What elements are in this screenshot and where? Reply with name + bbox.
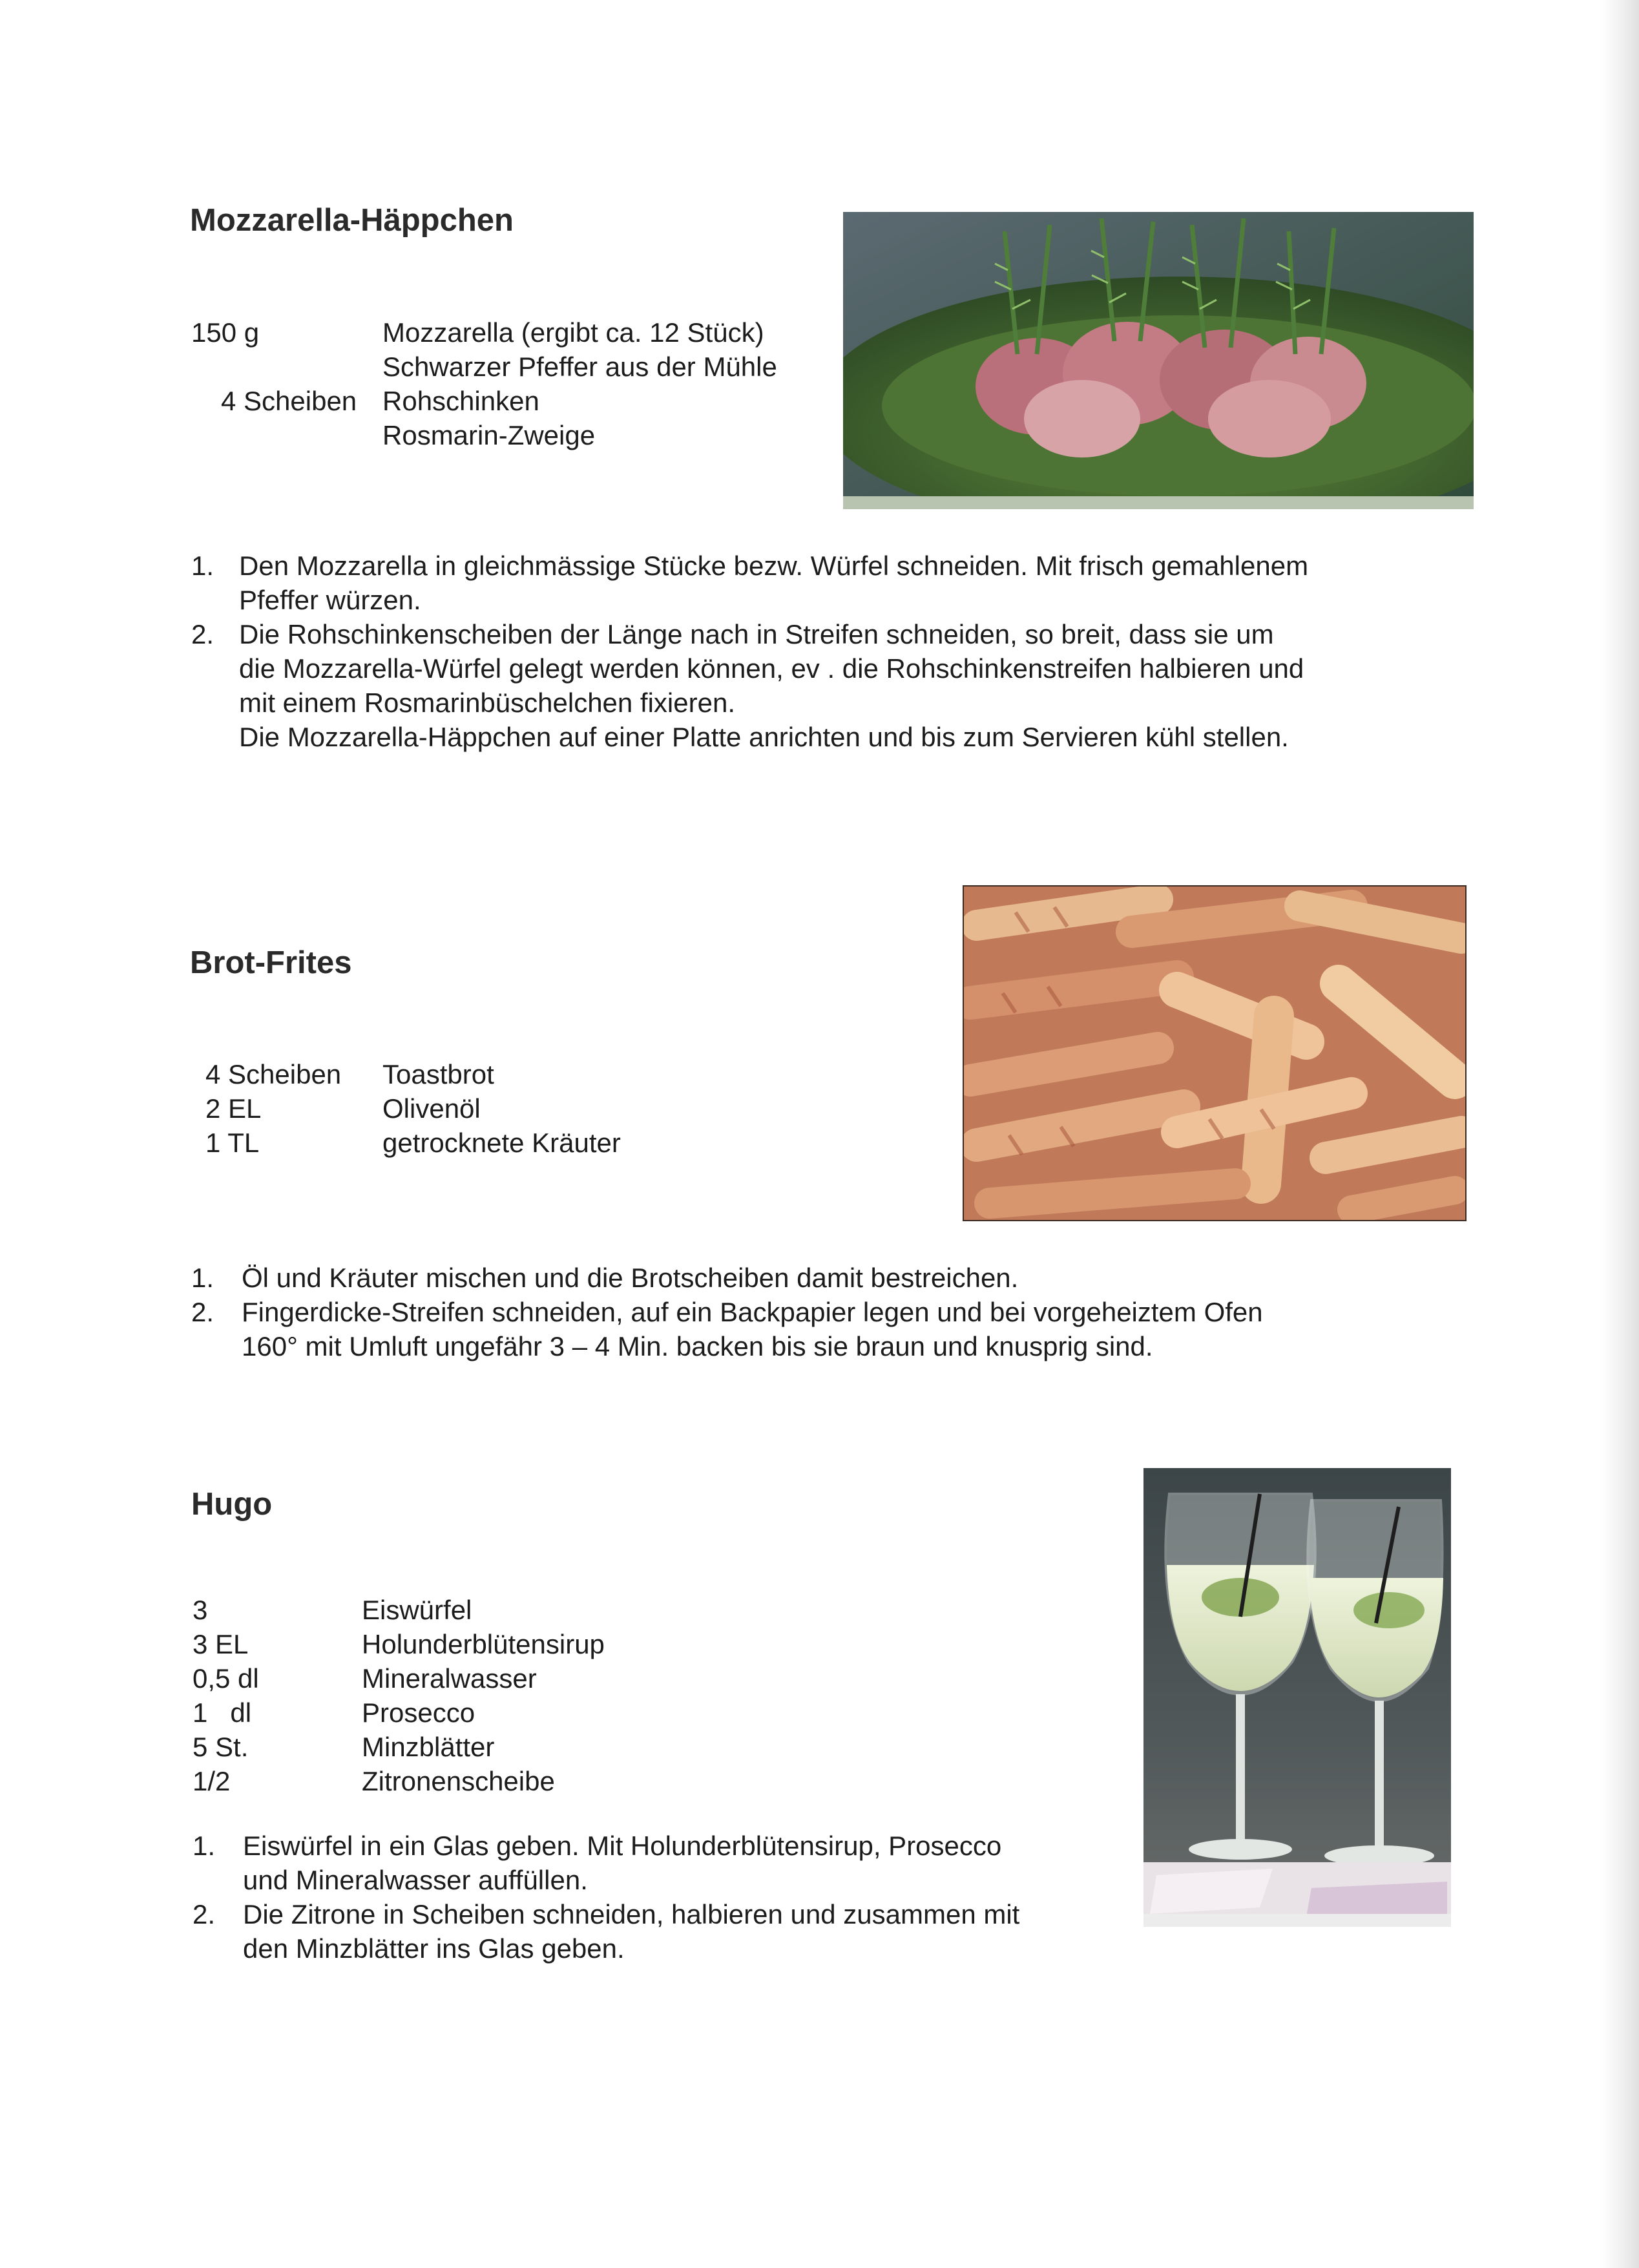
- step-text-line: den Minzblätter ins Glas geben.: [243, 1933, 625, 1964]
- bread-fries-photo: [963, 885, 1467, 1221]
- step-text-line: und Mineralwasser auffüllen.: [243, 1865, 588, 1895]
- ingredient-item: Mozzarella (ergibt ca. 12 Stück): [382, 317, 764, 348]
- ingredient-qty: 150 g: [191, 317, 260, 348]
- ingredient-qty: 0,5 dl: [193, 1663, 259, 1694]
- ingredient-qty: 5 St.: [193, 1732, 249, 1762]
- ingredient-item: Rosmarin-Zweige: [382, 420, 596, 450]
- step-text-line: Die Mozzarella-Häppchen auf einer Platte anrichten und bis zum Servieren kühl stellen.: [239, 722, 1289, 752]
- ingredient-qty: 4 Scheiben: [221, 386, 357, 416]
- ingredient-item: Mineralwasser: [362, 1663, 537, 1694]
- ingredient-item: Schwarzer Pfeffer aus der Mühle: [382, 352, 777, 382]
- step-number: 1.: [191, 551, 214, 581]
- step-text-line: Den Mozzarella in gleichmässige Stücke bezw. Würfel schneiden. Mit frisch gemahlenem: [239, 551, 1309, 581]
- step-text-line: mit einem Rosmarinbüschelchen fixieren.: [239, 688, 735, 718]
- recipe-title-brot-frites: Brot-Frites: [190, 945, 352, 980]
- step-number: 2.: [191, 1297, 214, 1327]
- ingredient-item: Olivenöl: [382, 1093, 481, 1124]
- step-text-line: Eiswürfel in ein Glas geben. Mit Holunderblütensirup, Prosecco: [243, 1831, 1002, 1861]
- step-number: 2.: [193, 1899, 216, 1929]
- ingredient-qty: 4 Scheiben: [205, 1059, 342, 1089]
- ingredient-item: Toastbrot: [382, 1059, 494, 1089]
- scan-edge-shadow: [1600, 0, 1639, 2268]
- ingredient-item: Prosecco: [362, 1697, 475, 1728]
- step-text-line: 160° mit Umluft ungefähr 3 – 4 Min. backen bis sie braun und knusprig sind.: [242, 1331, 1153, 1361]
- step-text-line: Die Zitrone in Scheiben schneiden, halbieren und zusammen mit: [243, 1899, 1020, 1929]
- ingredient-qty: 2 EL: [205, 1093, 262, 1124]
- step-number: 1.: [191, 1263, 214, 1293]
- recipe-title-hugo: Hugo: [191, 1487, 273, 1522]
- hugo-cocktail-glasses-photo: [1143, 1468, 1451, 1927]
- ingredient-qty: 1 TL: [205, 1128, 260, 1158]
- ingredient-item: Rohschinken: [382, 386, 539, 416]
- ingredient-item: getrocknete Kräuter: [382, 1128, 621, 1158]
- ingredient-qty: 1/2: [193, 1766, 231, 1796]
- recipe-title-mozzarella: Mozzarella-Häppchen: [190, 203, 514, 238]
- step-number: 2.: [191, 619, 214, 649]
- ingredient-item: Zitronenscheibe: [362, 1766, 555, 1796]
- step-text-line: Öl und Kräuter mischen und die Brotscheiben damit bestreichen.: [242, 1263, 1019, 1293]
- ingredient-item: Minzblätter: [362, 1732, 495, 1762]
- step-text-line: Pfeffer würzen.: [239, 585, 421, 615]
- ingredient-item: Holunderblütensirup: [362, 1629, 605, 1659]
- ingredient-qty: 3: [193, 1595, 208, 1625]
- ingredient-qty: 1 dl: [193, 1697, 252, 1728]
- step-number: 1.: [193, 1831, 216, 1861]
- ingredient-qty: 3 EL: [193, 1629, 249, 1659]
- rosemary-ham-mozzarella-photo: [843, 212, 1474, 509]
- ingredient-item: Eiswürfel: [362, 1595, 472, 1625]
- step-text-line: Die Rohschinkenscheiben der Länge nach in Streifen schneiden, so breit, dass sie um: [239, 619, 1274, 649]
- step-text-line: Fingerdicke-Streifen schneiden, auf ein Backpapier legen und bei vorgeheiztem Ofen: [242, 1297, 1263, 1327]
- step-text-line: die Mozzarella-Würfel gelegt werden können, ev . die Rohschinkenstreifen halbieren und: [239, 653, 1304, 684]
